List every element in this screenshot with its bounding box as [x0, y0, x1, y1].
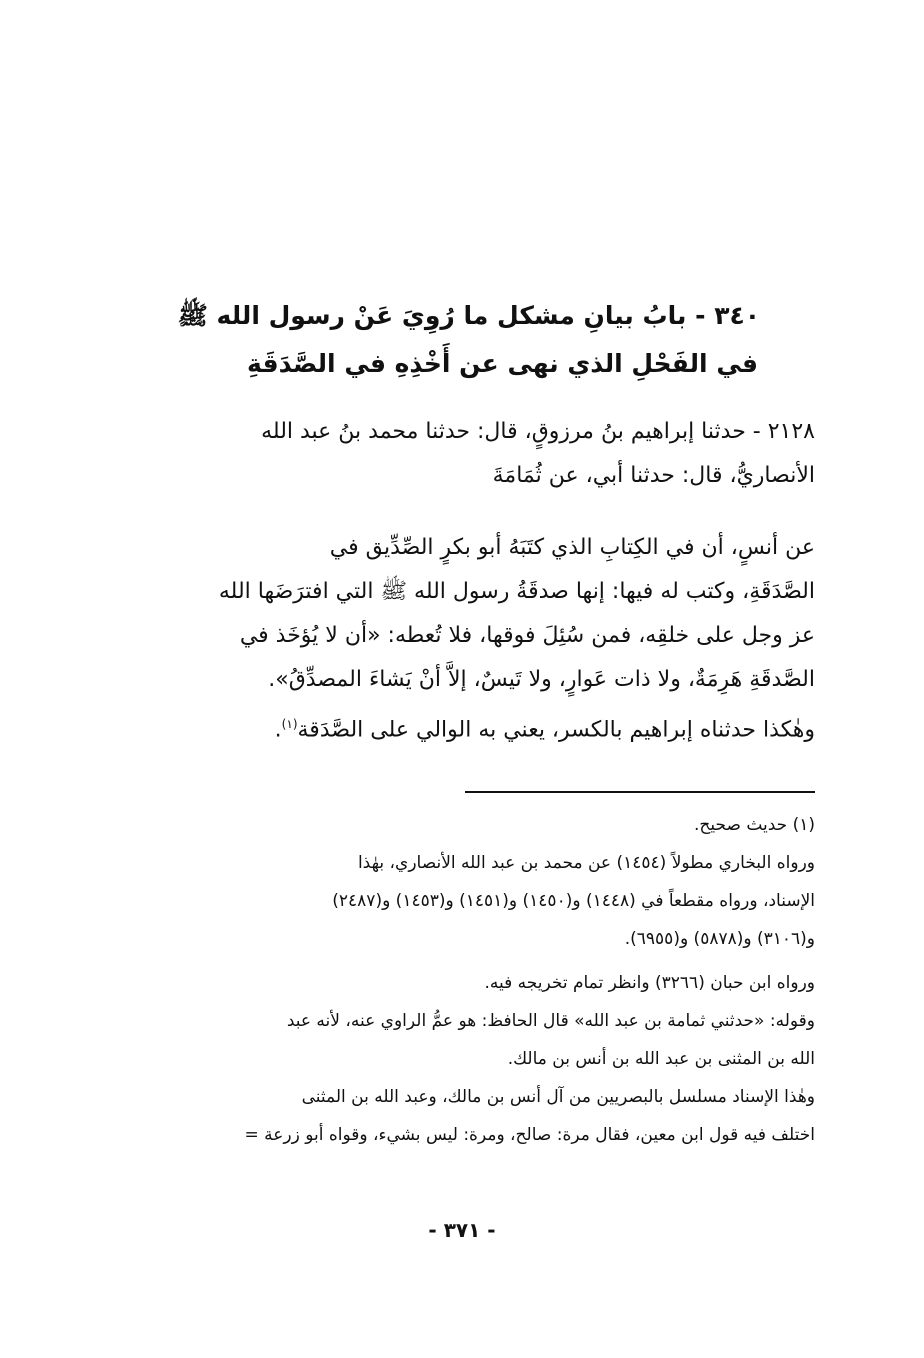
chapter-heading — [110, 292, 760, 388]
matn-line-text: وهٰكذا حدثناه إبراهيم بالكسر، يعني به الوالي على الصَّدَقة — [297, 717, 815, 743]
matn-line-last: وهٰكذا حدثناه إبراهيم بالكسر، يعني به الوالي على الصَّدَقة$^{(١)}$. — [274, 717, 815, 743]
hadith-isnad — [110, 410, 815, 498]
footnote-line: اختلف فيه قول ابن معين، فقال مرة: صالح، ومرة: ليس بشيء، وقواه أبو زرعة = — [244, 1125, 815, 1145]
footnote-separator — [465, 791, 815, 793]
footnote-line: ورواه البخاري مطولاً (١٤٥٤) عن محمد بن عبد الله الأنصاري، بهٰذا — [357, 853, 815, 873]
hadith-matn — [110, 526, 815, 752]
footnotes — [110, 806, 815, 1154]
footnote-line: وقوله: «حدثني ثمامة بن عبد الله» قال الحافظ: هو عمُّ الراوي عنه، لأنه عبد — [286, 1011, 815, 1031]
footnote-line: (١) حديث صحيح. — [694, 815, 815, 835]
chapter-title-line1: ٣٤٠ - بابُ بيانِ مشكل ما رُوِيَ عَنْ رسول الله ﷺ — [177, 301, 760, 330]
matn-line: عن أنسٍ، أن في الكِتابِ الذي كتَبَهُ أبو بكرٍ الصِّدِّيق في — [329, 535, 815, 560]
footnote-line: و(٣١٠٦) و(٥٨٧٨) و(٦٩٥٥). — [624, 929, 815, 949]
matn-line: الصَّدَقَةِ، وكتب له فيها: إنها صدقَةُ رسول الله ﷺ التي افترَضَها الله — [218, 579, 815, 604]
footnote-line: الله بن المثنى بن عبد الله بن أنس بن مالك. — [507, 1049, 815, 1069]
matn-line: عز وجل على خلقِه، فمن سُئِلَ فوقها، فلا تُعطه: «أن لا يُؤخَذ في — [239, 623, 815, 648]
footnote-line: ورواه ابن حبان (٣٢٦٦) وانظر تمام تخريجه فيه. — [484, 973, 815, 993]
matn-line: الصَّدقَةِ هَرِمَةٌ، ولا ذات عَوارٍ، ولا تَيسٌ، إلاَّ أنْ يَشاءَ المصدِّقُ». — [268, 667, 815, 692]
footnote-marker[interactable]: (١) — [281, 717, 298, 731]
isnad-line: الأنصاريُّ، قال: حدثنا أبي، عن ثُمَامَةَ — [492, 463, 815, 488]
page-number: - ٣٧١ - — [428, 1218, 496, 1242]
chapter-title-line2: في الفَحْلِ الذي نهى عن أَخْذِهِ في الصَّدَقَةِ — [247, 349, 758, 378]
footnote-line: وهٰذا الإسناد مسلسل بالبصريين من آل أنس بن مالك، وعبد الله بن المثنى — [301, 1087, 815, 1107]
isnad-line: ٢١٢٨ - حدثنا إبراهيم بنُ مرزوقٍ، قال: حدثنا محمد بنُ عبد الله — [261, 419, 815, 444]
footnote-line: الإسناد، ورواه مقطعاً في (١٤٤٨) و(١٤٥٠) و(١٤٥١) و(١٤٥٣) و(٢٤٨٧) — [332, 891, 815, 911]
